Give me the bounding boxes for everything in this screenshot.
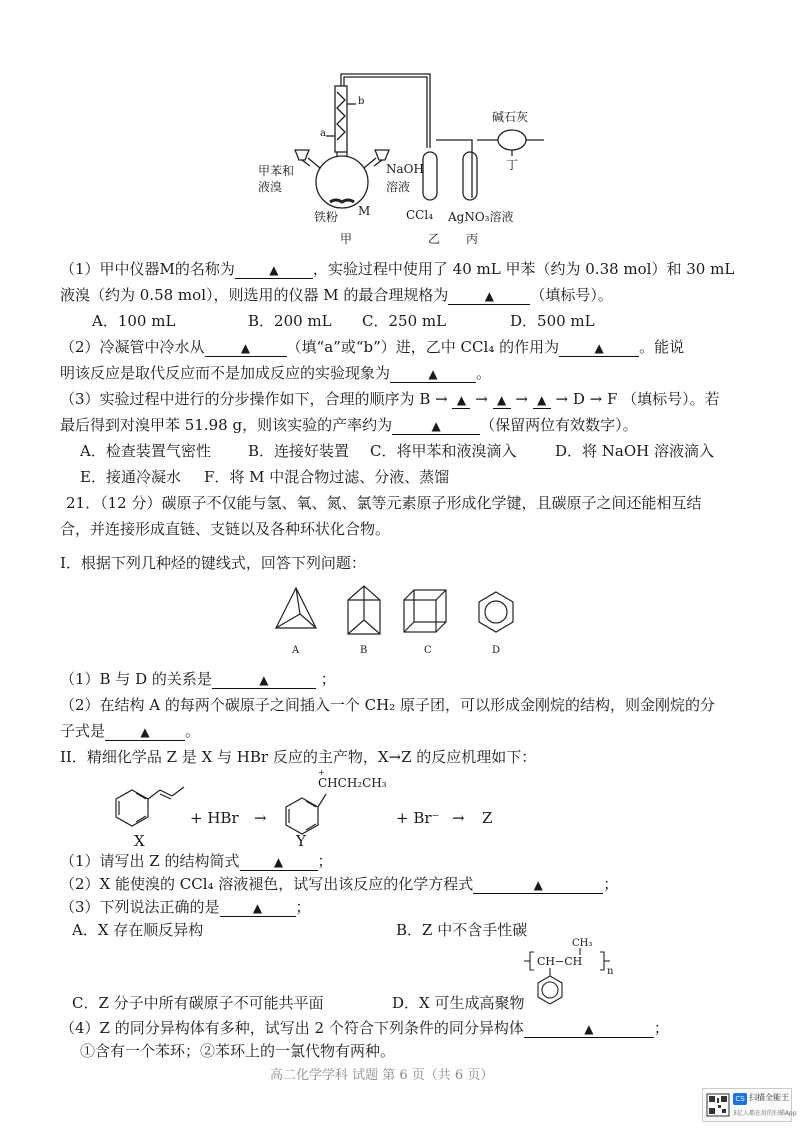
answer-blank[interactable] xyxy=(493,391,511,409)
agno3-label: AgNO₃溶液 xyxy=(448,210,514,224)
ccl4-label: CCl₄ xyxy=(406,208,434,222)
q21-ii1-text1: （1）请写出 Z 的结构简式 xyxy=(60,852,240,870)
triangle-icon: ▲ xyxy=(428,367,438,381)
q21-i1 xyxy=(60,669,336,689)
scanner-name: 扫描全能王 xyxy=(749,1093,789,1102)
q20-p3-text3: 最后得到对溴甲苯 51.98 g，则该实验的产率约为 xyxy=(60,416,393,434)
q20-p2-text2: （填“a”或“b”）进，乙中 CCl₄ 的作用为 xyxy=(286,338,560,356)
answer-blank[interactable] xyxy=(448,287,530,305)
triangle-icon: ▲ xyxy=(594,341,604,355)
polymer-ch3: CH₃ xyxy=(572,938,593,949)
reaction-scheme xyxy=(0,768,800,848)
q21-opt-c: C．Z 分子中所有碳原子不可能共平面 xyxy=(72,994,324,1012)
q20-step-c: C．将甲苯和液溴滴入 xyxy=(370,442,517,460)
q21-ii1 xyxy=(60,851,333,871)
triangle-icon: ▲ xyxy=(456,393,467,407)
product-z: Z xyxy=(482,809,493,827)
triangle-icon: ▲ xyxy=(584,1022,594,1036)
q20-step-f: F．将 M 中混合物过滤、分液、蒸馏 xyxy=(204,468,450,486)
jia-label: 甲 xyxy=(340,232,353,246)
label-a: a xyxy=(320,128,326,139)
shape-label-c: C xyxy=(424,645,432,656)
y-substituent: CHCH₂CH₃ xyxy=(318,776,387,790)
triangle-icon: ▲ xyxy=(431,419,441,433)
triangle-icon: ▲ xyxy=(252,901,263,915)
answer-blank[interactable] xyxy=(240,853,318,871)
q20-step-d: D．将 NaOH 溶液滴入 xyxy=(555,442,715,460)
q21-ii1-text2: ； xyxy=(317,852,333,870)
shape-label-a: A xyxy=(292,645,300,656)
q20-step-b: B．连接好装置 xyxy=(248,442,350,460)
q21-i2-line1: （2）在结构 A 的每两个碳原子之间插入一个 CH₂ 原子团，可以形成金刚烷的结构，则金刚烷的分 xyxy=(60,696,716,714)
q21-ii2-text1: （2）X 能使溴的 CCl₄ 溶液褪色，试写出该反应的化学方程式 xyxy=(60,875,474,893)
shape-label-b: B xyxy=(360,645,368,656)
answer-blank[interactable] xyxy=(559,339,639,357)
q20-step-a: A．检查装置气密性 xyxy=(80,442,211,460)
answer-blank[interactable] xyxy=(205,339,287,357)
q20-p2-text4: 明该反应是取代反应而不是加成反应的实验现象为 xyxy=(60,364,391,382)
yi-label: 乙 xyxy=(428,232,441,246)
soda-lime-label: 碱石灰 xyxy=(492,110,529,124)
answer-blank[interactable] xyxy=(533,391,551,409)
q20-opt-c: C．250 mL xyxy=(362,312,447,330)
molecule-x xyxy=(116,787,184,826)
arrow-2: → xyxy=(452,809,465,827)
label-b: b xyxy=(358,96,365,107)
q21-i1-text1: （1）B 与 D 的关系是 xyxy=(60,670,212,688)
q21-i1-text2: ； xyxy=(320,670,336,688)
answer-blank[interactable] xyxy=(452,391,470,409)
q21-intro-1: 21．（12 分）碳原子不仅能与氢、氧、氮、氯等元素原子形成化学键，且碳原子之间还能相互结 xyxy=(66,494,702,512)
q21-ii4 xyxy=(60,1018,669,1038)
answer-blank[interactable] xyxy=(235,261,313,279)
qr-code-icon xyxy=(707,1094,729,1116)
q21-part2-title: II．精细化学品 Z 是 X 与 HBr 反应的主产物，X→Z 的反应机理如下： xyxy=(60,748,537,766)
q20-p1-text2: ，实验过程中使用了 40 mL 甲苯（约为 0.38 mol）和 30 mL xyxy=(312,260,735,278)
reagent-hbr: + HBr xyxy=(190,809,239,827)
q21-ii3-text2: ； xyxy=(295,898,311,916)
q21-i2-text1: 子式是 xyxy=(60,722,106,740)
scanner-logo-badge: CS xyxy=(733,1093,747,1105)
q21-ii3-text1: （3）下列说法正确的是 xyxy=(60,898,220,916)
q21-i2-text2: 。 xyxy=(185,722,201,740)
answer-blank[interactable] xyxy=(220,899,296,917)
reagent-left-1: 甲苯和 xyxy=(258,164,295,178)
arrow-1: → xyxy=(254,809,267,827)
reagent-br: + Br⁻ xyxy=(396,809,440,827)
triangle-icon: ▲ xyxy=(496,393,507,407)
q20-p2-text1: （2）冷凝管中冷水从 xyxy=(60,338,205,356)
page-footer: 高二化学学科 试题 第 6 页（共 6 页） xyxy=(270,1068,494,1083)
q21-ii4-text2: ； xyxy=(653,1019,669,1037)
structure-d-benzene xyxy=(479,592,513,632)
structure-a-tetrahedrane xyxy=(276,588,316,628)
seq-arrow: → xyxy=(475,390,488,408)
q20-p2-text5: 。 xyxy=(476,364,492,382)
q21-ii4-text1: （4）Z 的同分异构体有多种，试写出 2 个符合下列条件的同分异构体 xyxy=(60,1019,524,1037)
q20-p3-line1 xyxy=(60,389,720,409)
triangle-icon: ▲ xyxy=(240,341,251,355)
q21-ii3 xyxy=(60,897,311,917)
bing-label: 丙 xyxy=(466,232,479,246)
triangle-icon: ▲ xyxy=(533,878,543,892)
hydrocarbon-structures xyxy=(0,580,800,680)
q20-p2-text3: 。能说 xyxy=(639,338,685,356)
label-m: M xyxy=(358,204,371,218)
answer-blank[interactable] xyxy=(473,876,603,894)
triangle-icon: ▲ xyxy=(273,855,284,869)
q20-p3-text4: （保留两位有效数字）。 xyxy=(480,416,638,434)
triangle-icon: ▲ xyxy=(259,673,269,687)
naoh-label-1: NaOH xyxy=(386,162,424,176)
shape-label-d: D xyxy=(492,645,501,656)
q21-opt-d: D．X 可生成高聚物 xyxy=(392,994,525,1012)
q21-intro-2: 合，并连接形成直链、支链以及各种环状化合物。 xyxy=(60,520,391,538)
answer-blank[interactable] xyxy=(524,1020,654,1038)
structure-c-cubane xyxy=(404,590,446,632)
q20-p1-line1 xyxy=(60,259,734,279)
answer-blank[interactable] xyxy=(212,671,316,689)
q20-opt-b: B．200 mL xyxy=(248,312,332,330)
iron-label: 铁粉 xyxy=(314,210,339,224)
q20-p1-text4: （填标号）。 xyxy=(530,286,613,304)
triangle-icon: ▲ xyxy=(537,393,547,407)
structure-b-prismane xyxy=(348,586,380,634)
q20-p3-line2 xyxy=(60,415,638,435)
q20-p3-text2: → D → F （填标号）。若 xyxy=(555,390,720,408)
polymer-chain: CH−CH xyxy=(537,955,583,968)
q20-p1-text1: （1）甲中仪器M的名称为 xyxy=(60,260,235,278)
scanner-slogan: 3亿人都在用的扫描App xyxy=(733,1110,797,1117)
label-x: X xyxy=(134,832,145,850)
answer-blank[interactable] xyxy=(390,365,476,383)
naoh-label-2: 溶液 xyxy=(386,180,411,194)
q21-opt-a: A．X 存在顺反异构 xyxy=(72,921,204,939)
ding-label: 丁 xyxy=(506,158,519,172)
q20-p2-line1 xyxy=(60,337,684,357)
q20-opt-a: A．100 mL xyxy=(92,312,176,330)
q20-step-e: E．接通冷凝水 xyxy=(80,468,181,486)
q21-part1-title: I．根据下列几种烃的键线式，回答下列问题： xyxy=(60,554,366,572)
q20-p2-line2 xyxy=(60,363,491,383)
q21-i2-line2 xyxy=(60,721,200,741)
polymer-n: n xyxy=(607,966,614,977)
reagent-left-2: 液溴 xyxy=(258,180,283,194)
seq-arrow: → xyxy=(515,390,528,408)
q21-opt-b: B．Z 中不含手性碳 xyxy=(396,921,528,939)
answer-blank[interactable] xyxy=(392,417,480,435)
carbocation-plus: + xyxy=(318,768,325,777)
triangle-icon: ▲ xyxy=(140,725,150,739)
q21-ii2 xyxy=(60,874,618,894)
label-y: Y xyxy=(296,832,306,850)
molecule-y xyxy=(286,794,326,834)
apparatus-diagram xyxy=(0,0,800,250)
answer-blank[interactable] xyxy=(105,723,185,741)
q20-p1-text3: 液溴（约为 0.58 mol），则选用的仪器 M 的最合理规格为 xyxy=(60,286,449,304)
triangle-icon: ▲ xyxy=(269,263,279,277)
q21-ii2-text2: ； xyxy=(603,875,619,893)
q20-p3-text1: （3）实验过程中进行的分步操作如下，合理的顺序为 B → xyxy=(60,390,448,408)
triangle-icon: ▲ xyxy=(484,289,494,303)
q20-opt-d: D．500 mL xyxy=(510,312,595,330)
q20-p1-line2 xyxy=(60,285,613,305)
q21-ii4-conditions: ①含有一个苯环；②苯环上的一氯代物有两种。 xyxy=(80,1042,396,1060)
scanner-watermark xyxy=(702,1088,797,1122)
